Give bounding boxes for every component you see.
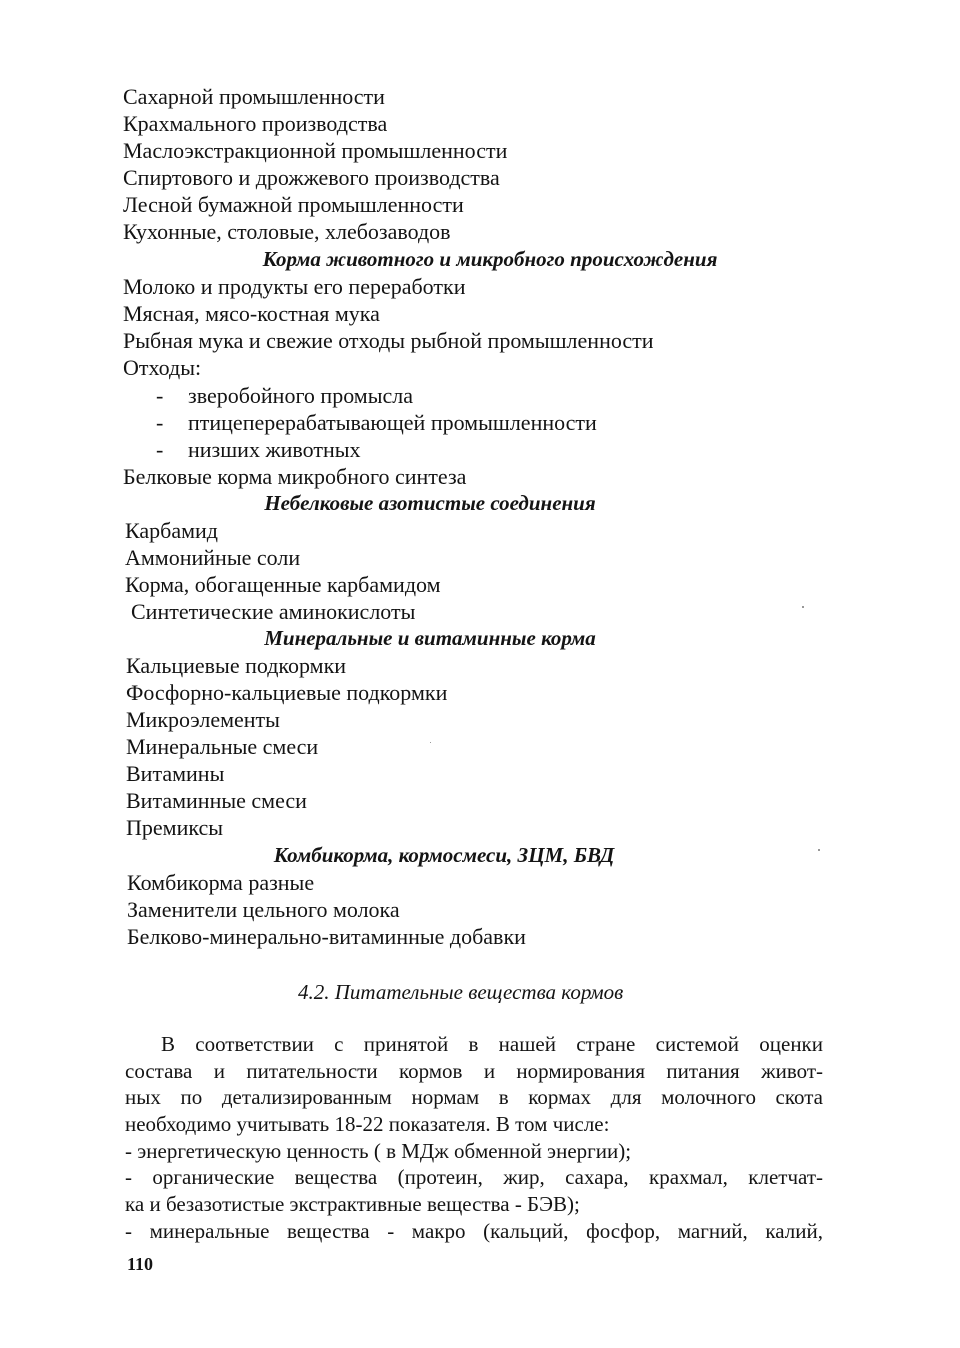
list-item: Карбамид <box>125 518 218 543</box>
paragraph-line: - энергетическую ценность ( в МДж обменной энергии); <box>125 1138 632 1163</box>
page-number: 110 <box>127 1254 154 1274</box>
list-item: Крахмального производства <box>123 111 388 136</box>
paragraph-line: - минеральные вещества - макро (кальций, фосфор, магний, калий, <box>125 1218 823 1243</box>
list-item: Сахарной промышленности <box>123 84 385 109</box>
section-title: 4.2. Питательные вещества кормов <box>298 980 624 1004</box>
dash-bullet: - <box>156 437 164 462</box>
list-item: Заменители цельного молока <box>127 897 400 922</box>
list-item: Минеральные смеси <box>126 734 319 759</box>
list-item: Кальциевые подкормки <box>126 653 347 678</box>
paragraph-line: необходимо учитывать 18-22 показателя. В том числе: <box>125 1112 610 1137</box>
list-item: Фосфорно-кальциевые подкормки <box>126 680 448 705</box>
dash-bullet: - <box>156 410 164 435</box>
body-paragraph <box>125 1031 823 1245</box>
paragraph-line: состава и питательности кормов и нормирования питания живот- <box>125 1058 823 1083</box>
list-item: Белково-минерально-витаминные добавки <box>127 924 526 949</box>
list-item: Молоко и продукты его переработки <box>123 274 466 299</box>
list-item: Премиксы <box>126 815 224 840</box>
list-item: Спиртового и дрожжевого производства <box>123 165 500 190</box>
heading-compound: Комбикорма, кормосмеси, ЗЦМ, БВД <box>273 843 615 867</box>
list-item: Маслоэкстракционной промышленности <box>123 138 508 163</box>
list-item: Аммонийные соли <box>125 545 301 570</box>
heading-mineral: Минеральные и витаминные корма <box>264 626 596 650</box>
dash-bullet: - <box>156 383 164 408</box>
list-item: Микроэлементы <box>126 707 280 732</box>
list-item: зверобойного промысла <box>188 383 413 408</box>
list-item: Витамины <box>126 761 225 786</box>
list-item: Синтетические аминокислоты <box>131 599 416 624</box>
list-item: Комбикорма разные <box>127 870 315 895</box>
paragraph-line: ных по детализированным нормам в кормах для молочного скота <box>125 1085 823 1110</box>
list-item: Лесной бумажной промышленности <box>123 192 464 217</box>
heading-animal-feeds: Корма животного и микробного происхождения <box>262 247 718 271</box>
list-item: низших животных <box>188 437 361 462</box>
list-item: Корма, обогащенные карбамидом <box>125 572 441 597</box>
paragraph-line: ка и безазотистые экстрактивные вещества - БЭВ); <box>125 1192 580 1217</box>
list-item: Витаминные смеси <box>126 788 307 813</box>
paragraph-line: В соответствии с принятой в нашей стране системой оценки <box>161 1032 823 1056</box>
list-item: Рыбная мука и свежие отходы рыбной промышленности <box>123 328 654 353</box>
list-item: птицеперерабатывающей промышленности <box>188 410 597 435</box>
paragraph-line: - органические вещества (протеин, жир, сахара, крахмал, клетчат- <box>125 1165 823 1190</box>
heading-nonprotein: Небелковые азотистые соединения <box>264 491 596 515</box>
list-item: Отходы: <box>123 355 202 380</box>
scan-speck <box>430 742 431 743</box>
list-item: Кухонные, столовые, хлебозаводов <box>123 219 451 244</box>
scan-speck <box>802 606 804 608</box>
scan-speck <box>818 849 820 851</box>
list-item: Белковые корма микробного синтеза <box>123 464 467 489</box>
list-item: Мясная, мясо-костная мука <box>123 301 380 326</box>
